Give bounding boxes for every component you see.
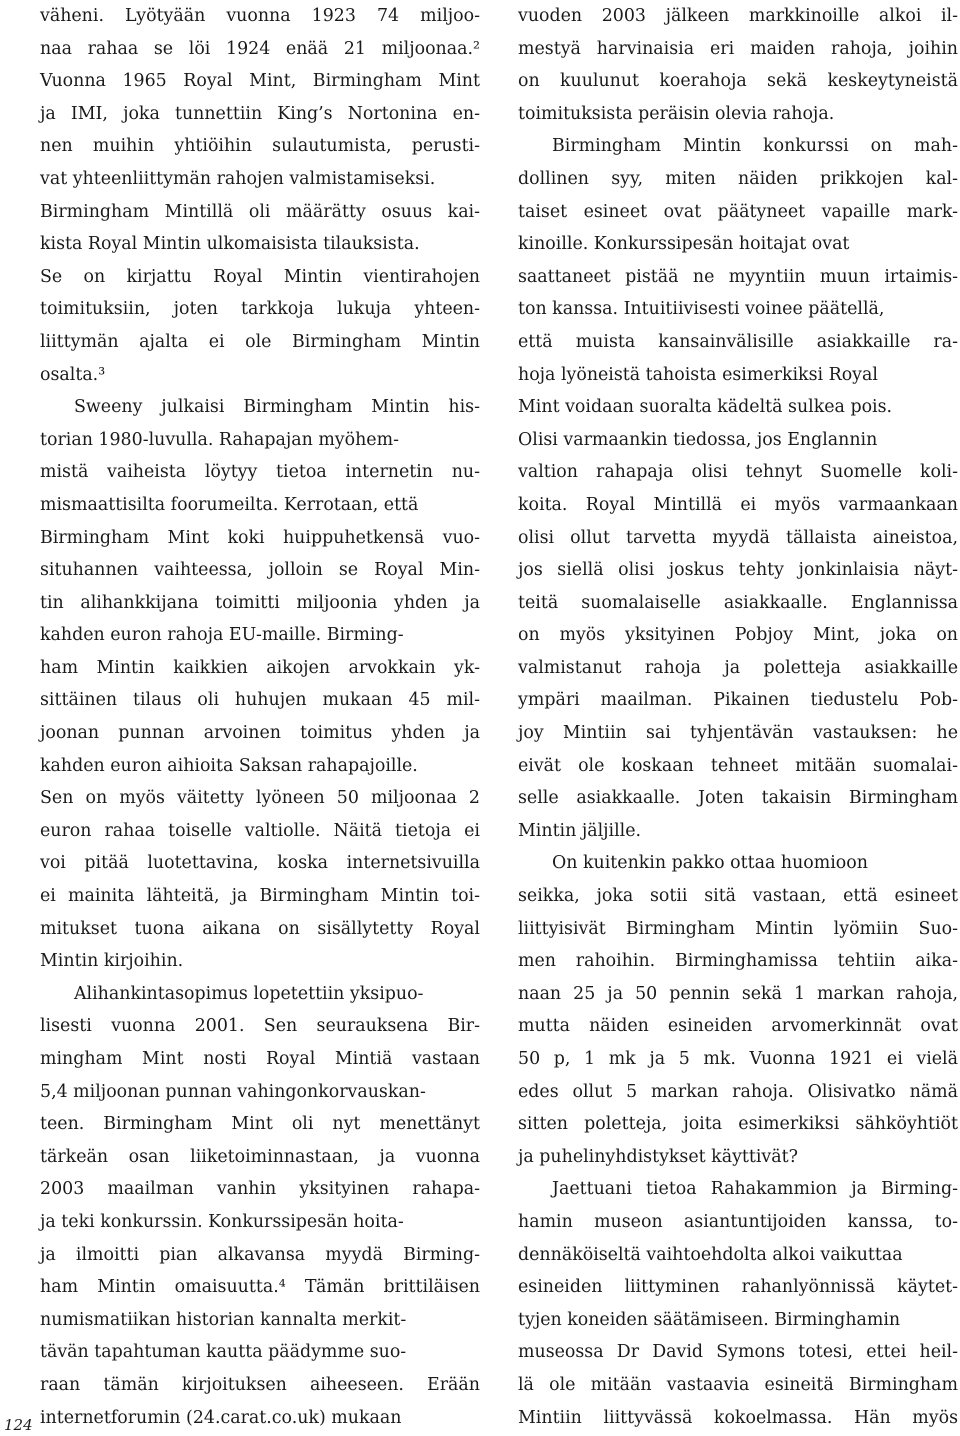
text-line: saattaneet pistää ne myyntiin muun irtaimis- [518, 266, 958, 287]
text-line: joonan punnan arvoinen toimitus yhden ja [40, 723, 480, 744]
text-line: esineiden liittyminen rahanlyönnissä käytet- [518, 1277, 958, 1298]
text-line: mutta näiden esineiden arvomerkinnät ovat [518, 1016, 958, 1037]
text-line: tävän tapahtuman kautta päädymme suo- [40, 1342, 407, 1363]
text-line: Alihankintasopimus lopetettiin yksipuo- [74, 983, 424, 1004]
text-line: Mintin kirjoihin. [40, 951, 184, 972]
text-line: ham Mintin kaikkien aikojen arvokkain yk- [40, 657, 480, 678]
text-line: 5,4 miljoonan punnan vahingonkorvauskan- [40, 1081, 426, 1102]
text-line: toimituksista peräisin olevia rahoja. [518, 103, 835, 124]
text-line: vat yhteenliittymän rahojen valmistamiseksi. [40, 168, 436, 189]
text-line: 2003 maailman vanhin yksityinen rahapa- [40, 1179, 480, 1200]
text-line: eivät ole koskaan tehneet mitään suomalai- [518, 755, 958, 776]
text-line: nen muihin yhtiöihin sulautumista, perusti- [40, 136, 480, 157]
text-line: valtion rahapaja olisi tehnyt Suomelle koli- [518, 462, 958, 483]
text-line: On kuitenkin pakko ottaa huomioon [552, 853, 868, 874]
text-line: Jaettuani tietoa Rahakammion ja Birming- [552, 1179, 958, 1200]
text-line: voi pitää luotettavina, koska internetsivuilla [40, 853, 480, 874]
text-line: taiset esineet ovat päätyneet vapaille mark- [518, 201, 958, 222]
text-line: joy Mintiin sai tyhjentävän vastauksen: he [518, 723, 958, 744]
text-line: on kuulunut koerahoja sekä keskeytyneistä [518, 71, 958, 92]
text-line: Birmingham Mintillä oli määrätty osuus kai- [40, 201, 480, 222]
text-line: Vuonna 1965 Royal Mint, Birmingham Mint [40, 71, 480, 92]
text-line: hoja lyöneistä tahoista esimerkiksi Royal [518, 364, 878, 385]
text-line: kista Royal Mintin ulkomaisista tilauksista. [40, 234, 420, 255]
page-number: 124 [4, 1416, 33, 1434]
text-line: seikka, joka sotii sitä vastaan, että esineet [518, 886, 958, 907]
text-line: väheni. Lyötyään vuonna 1923 74 miljoo- [40, 6, 480, 26]
text-line: Birmingham Mint koki huippuhetkensä vuo- [40, 527, 480, 548]
text-line: Sweeny julkaisi Birmingham Mintin his- [74, 397, 480, 418]
text-line: Olisi varmaankin tiedossa, jos Englannin [518, 429, 878, 450]
text-line: selle asiakkaalle. Joten takaisin Birmingham [518, 788, 958, 809]
text-line: liittyisivät Birmingham Mintin lyömiin Suo- [518, 918, 958, 939]
text-line: liittymän ajalta ei ole Birmingham Mintin [40, 331, 480, 352]
text-line: numismatiikan historian kannalta merkit- [40, 1309, 407, 1330]
text-line: ja teki konkurssin. Konkurssipesän hoita- [40, 1211, 404, 1232]
text-line: on myös yksityinen Pobjoy Mint, joka on [518, 625, 958, 646]
text-line: jos siellä olisi joskus tehty jonkinlaisia näyt- [518, 560, 958, 581]
text-line: lisesti vuonna 2001. Sen seurauksena Bir- [40, 1016, 480, 1037]
text-line: ei mainita lähteitä, ja Birmingham Mintin toi- [40, 886, 480, 907]
text-line: Birmingham Mintin konkurssi on mah- [552, 136, 958, 157]
text-line: sitten poletteja, joita esimerkiksi sähköyhtiöt [518, 1114, 958, 1135]
text-line: ympäri maailman. Pikainen tiedustelu Pob- [518, 690, 958, 711]
text-line: ja IMI, joka tunnettiin King’s Nortonina en- [40, 103, 480, 124]
right-text-column [518, 0, 958, 1434]
text-line: ham Mintin omaisuutta.⁴ Tämän brittiläisen [40, 1277, 480, 1298]
text-line: situhannen vaihteessa, jolloin se Royal Min- [40, 560, 480, 581]
text-line: Mintiin liittyvässä kokoelmassa. Hän myös [518, 1407, 958, 1428]
text-line: Mint voidaan suoralta kädeltä sulkea pois. [518, 397, 893, 418]
text-line: euron rahaa toiselle valtiolle. Näitä tietoja ei [40, 820, 480, 841]
text-line: sittäinen tilaus oli huhujen mukaan 45 mil- [40, 690, 480, 711]
text-line: ton kanssa. Intuitiivisesti voinee päätellä, [518, 299, 885, 320]
text-line: dollinen syy, miten näiden prikkojen kal- [518, 168, 958, 189]
text-line: tyjen koneiden säätämiseen. Birminghamin [518, 1309, 901, 1330]
text-line: Sen on myös väitetty lyöneen 50 miljoonaa 2 [40, 788, 480, 809]
text-line: 50 p, 1 mk ja 5 mk. Vuonna 1921 ei vielä [518, 1049, 958, 1069]
text-line: raan tämän kirjoituksen aiheeseen. Erään [40, 1374, 480, 1395]
text-line: mismaattisilta foorumeilta. Kerrotaan, että [40, 494, 419, 515]
text-line: kahden euron rahoja EU-maille. Birming- [40, 625, 404, 646]
left-text-column [40, 0, 480, 1434]
text-line: teen. Birmingham Mint oli nyt menettänyt [40, 1114, 480, 1135]
text-line: edes ollut 5 markan rahoja. Olisivatko nämä [518, 1081, 958, 1102]
text-line: dennäköiseltä vaihtoehdolta alkoi vaikuttaa [518, 1244, 903, 1265]
text-line: hamin museon asiantuntijoiden kanssa, to- [518, 1211, 958, 1232]
text-line: naan 25 ja 50 pennin sekä 1 markan rahoja, [518, 983, 958, 1004]
text-line: lä ole mitään vastaavia esineitä Birmingham [518, 1374, 958, 1395]
text-line: vuoden 2003 jälkeen markkinoille alkoi il- [518, 6, 958, 26]
text-line: koita. Royal Mintillä ei myös varmaankaan [518, 494, 958, 515]
text-line: osalta.³ [40, 364, 106, 385]
text-line: mitukset tuona aikana on sisällytetty Royal [40, 918, 480, 939]
text-line: tin alihankkijana toimitti miljoonia yhden ja [40, 592, 480, 613]
text-line: internetforumin (24.carat.co.uk) mukaan [40, 1407, 402, 1428]
text-line: torian 1980-luvulla. Rahapajan myöhem- [40, 429, 399, 450]
text-line: ja ilmoitti pian alkavansa myydä Birming- [40, 1244, 480, 1265]
text-line: olisi ollut tarvetta myydä tällaista aineistoa, [518, 527, 958, 548]
text-line: men rahoihin. Birminghamissa tehtiin aika- [518, 951, 958, 972]
text-line: valmistanut rahoja ja poletteja asiakkaille [518, 657, 958, 678]
text-line: mingham Mint nosti Royal Mintiä vastaan [40, 1049, 480, 1069]
text-line: teitä suomalaiselle asiakkaalle. Englannissa [518, 592, 958, 613]
text-line: kahden euron aihioita Saksan rahapajoille. [40, 755, 418, 776]
text-line: tärkeän osan liiketoiminnastaan, ja vuonna [40, 1146, 480, 1167]
text-line: kinoille. Konkurssipesän hoitajat ovat [518, 234, 850, 255]
text-line: mistä vaiheista löytyy tietoa internetin nu- [40, 462, 480, 483]
text-line: naa rahaa se löi 1924 enää 21 miljoonaa.² [40, 38, 480, 59]
text-line: Mintin jäljille. [518, 820, 642, 841]
text-line: toimituksiin, joten tarkkoja lukuja yhteen- [40, 299, 480, 320]
text-line: Se on kirjattu Royal Mintin vientirahojen [40, 266, 480, 287]
text-line: museossa Dr David Symons totesi, ettei heil- [518, 1342, 958, 1363]
text-line: mestyä harvinaisia eri maiden rahoja, joihin [518, 38, 958, 59]
text-line: ja puhelinyhdistykset käyttivät? [518, 1146, 798, 1167]
text-line: että muista kansainvälisille asiakkaille ra- [518, 331, 958, 352]
